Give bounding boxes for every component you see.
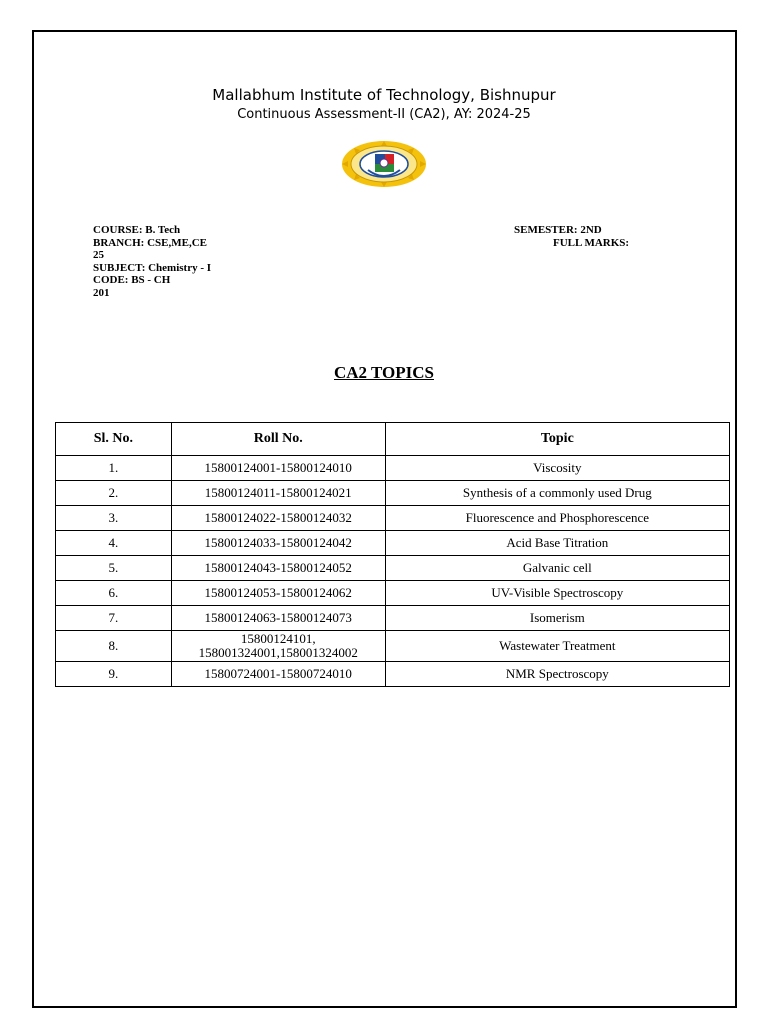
table-header-row xyxy=(56,423,730,456)
topic-cell: Viscosity xyxy=(385,456,729,481)
course-details xyxy=(93,224,211,299)
roll-no-cell: 15800124001-15800124010 xyxy=(171,456,385,481)
header-topic: Topic xyxy=(385,423,729,456)
sl-no-cell: 3. xyxy=(56,506,172,531)
sl-no-cell: 8. xyxy=(56,631,172,662)
table-row xyxy=(56,531,730,556)
table-row xyxy=(56,581,730,606)
topic-cell: Synthesis of a commonly used Drug xyxy=(385,481,729,506)
sl-no-cell: 9. xyxy=(56,662,172,687)
sl-no-cell: 6. xyxy=(56,581,172,606)
branch-line-cont: 25 xyxy=(93,249,104,261)
code-line: CODE: BS - CH xyxy=(93,274,171,286)
roll-no-cell xyxy=(171,631,385,662)
table-row xyxy=(56,506,730,531)
section-title: CA2 TOPICS xyxy=(334,363,434,382)
topic-cell: Isomerism xyxy=(385,606,729,631)
roll-no-cell: 15800124063-15800124073 xyxy=(171,606,385,631)
sl-no-cell: 7. xyxy=(56,606,172,631)
header-roll-no: Roll No. xyxy=(171,423,385,456)
table-row xyxy=(56,662,730,687)
sl-no-cell: 4. xyxy=(56,531,172,556)
branch-line: BRANCH: CSE,ME,CE xyxy=(93,236,207,249)
semester-line: SEMESTER: 2ND xyxy=(514,224,602,236)
roll-no-cell: 15800124022-15800124032 xyxy=(171,506,385,531)
roll-no-cell: 15800124033-15800124042 xyxy=(171,531,385,556)
topics-table xyxy=(55,422,730,687)
topic-cell: NMR Spectroscopy xyxy=(385,662,729,687)
sl-no-cell: 1. xyxy=(56,456,172,481)
full-marks-line: FULL MARKS: xyxy=(553,236,630,249)
topic-cell: Acid Base Titration xyxy=(385,531,729,556)
header-sl-no: Sl. No. xyxy=(56,423,172,456)
roll-no-cell: 15800124043-15800124052 xyxy=(171,556,385,581)
topic-cell: Wastewater Treatment xyxy=(385,631,729,662)
roll-no-cell: 15800124053-15800124062 xyxy=(171,581,385,606)
table-row xyxy=(56,481,730,506)
table-row xyxy=(56,556,730,581)
topic-cell: UV-Visible Spectroscopy xyxy=(385,581,729,606)
table-row xyxy=(56,456,730,481)
roll-no-line: 158001324001,158001324002 xyxy=(198,645,358,660)
college-seal-logo xyxy=(341,140,427,188)
roll-no-line: 15800124101, xyxy=(240,631,316,646)
table-row xyxy=(56,606,730,631)
table-row xyxy=(56,631,730,662)
topic-cell: Galvanic cell xyxy=(385,556,729,581)
exam-details xyxy=(514,224,629,249)
roll-no-cell: 15800724001-15800724010 xyxy=(171,662,385,687)
course-line: COURSE: B. Tech xyxy=(93,224,181,236)
topic-cell: Fluorescence and Phosphorescence xyxy=(385,506,729,531)
sl-no-cell: 5. xyxy=(56,556,172,581)
code-line-cont: 201 xyxy=(93,286,110,299)
assessment-subtitle: Continuous Assessment-II (CA2), AY: 2024-25 xyxy=(237,107,531,122)
institute-title: Mallabhum Institute of Technology, Bishnupur xyxy=(212,86,556,104)
roll-no-cell: 15800124011-15800124021 xyxy=(171,481,385,506)
sl-no-cell: 2. xyxy=(56,481,172,506)
subject-line: SUBJECT: Chemistry - I xyxy=(93,261,212,274)
